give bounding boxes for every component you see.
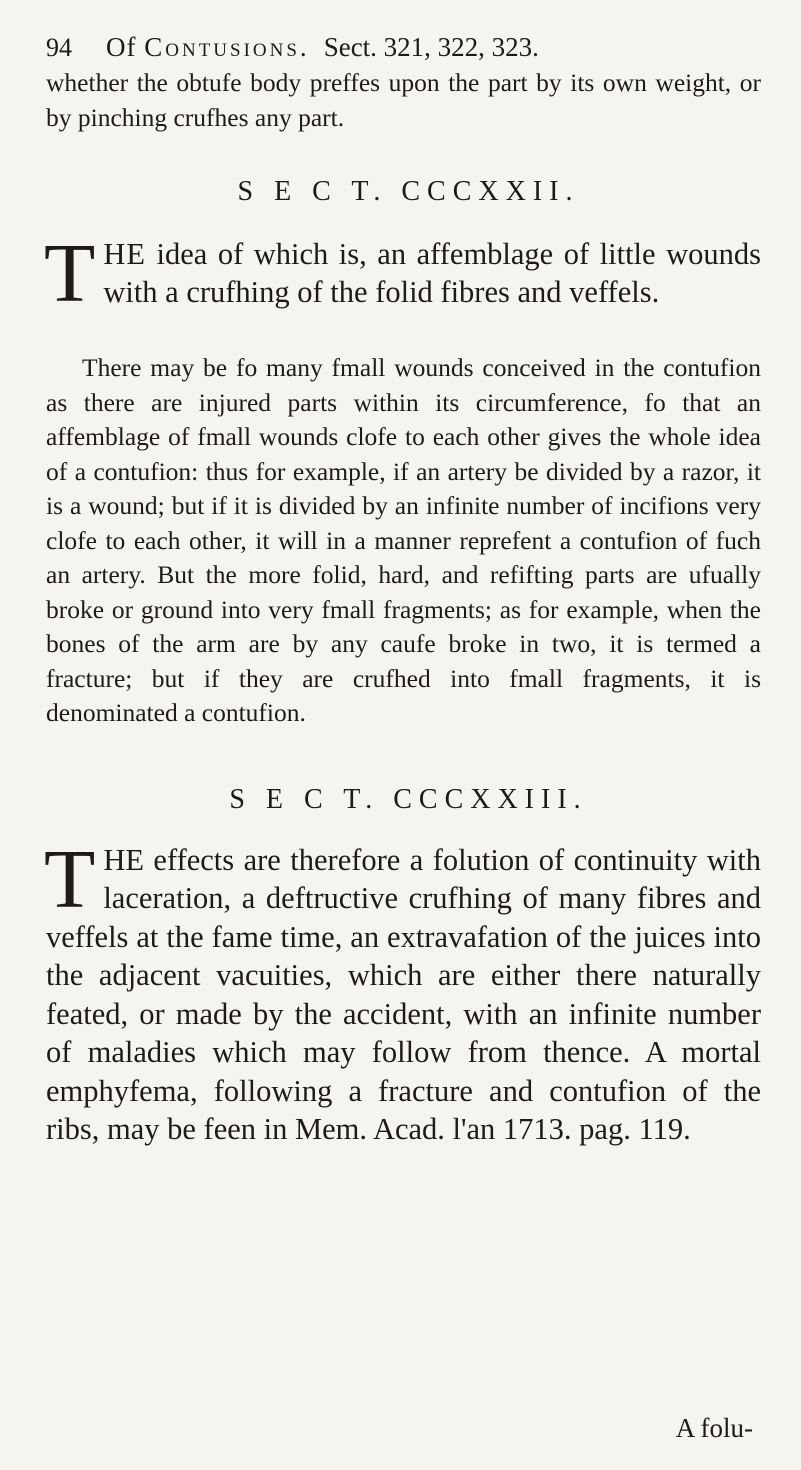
section-heading-323: S E C T. CCCXXIII. [229,783,588,815]
section-323-lead [44,832,761,1149]
section-322-lead [44,227,761,320]
page-number: 94 [46,33,72,62]
lead-text-323: effects are therefore a folution of continuity with laceration, a deftructive crufhing of many fibres and veffels at the fame time, an extravafation of the juices into the adjacent vacuities, which are either there naturally feated, or made by the accident, with an infinite number of maladies which may follow from thence. A mortal emphyfema, following a fracture and contufion of the ribs, may be feen in Mem. Acad. l'an 1713. pag. 119. [46,842,761,1146]
running-head [46,30,761,65]
running-title [106,30,310,64]
lead-caps-322: HE [103,237,146,271]
catchword: A folu- [675,1413,753,1443]
dropcap-323: T [44,832,96,926]
section-heading-322: S E C T. CCCXXII. [237,176,580,207]
lead-caps-323: HE [103,842,144,877]
running-title-caps: Contusions. [144,32,310,62]
carry-over-text: whether the obtufe body preffes upon the part by its own weight, or by pinching crufhes any part. [46,68,761,132]
section-322-paragraph: There may be fo many fmall wounds conceived in the contufion as there are injured parts within its circumference, fo that an affemblage of fmall wounds clofe to each other gives the whole idea of a contufion: thus for example, if an artery be divided by a razor, it is a wound; but if it is divided by an infinite number of incifions very clofe to each other, it will in a manner reprefent a contufion of fuch an artery. But the more folid, hard, and refifting parts are ufually broke or ground into very fmall fragments; as for example, when the bones of the arm are by any caufe broke in two, it is termed a fracture; but if they are crufhed into fmall fragments, it is denominated a contufion. [46,353,761,727]
running-head-sections: Sect. 321, 322, 323. [323,32,539,62]
dropcap-322: T [44,227,96,320]
lead-text-322: idea of which is, an affemblage of little wounds with a crufhing of the folid fibres and veffels. [103,237,761,309]
running-title-prefix: Of [106,32,145,62]
